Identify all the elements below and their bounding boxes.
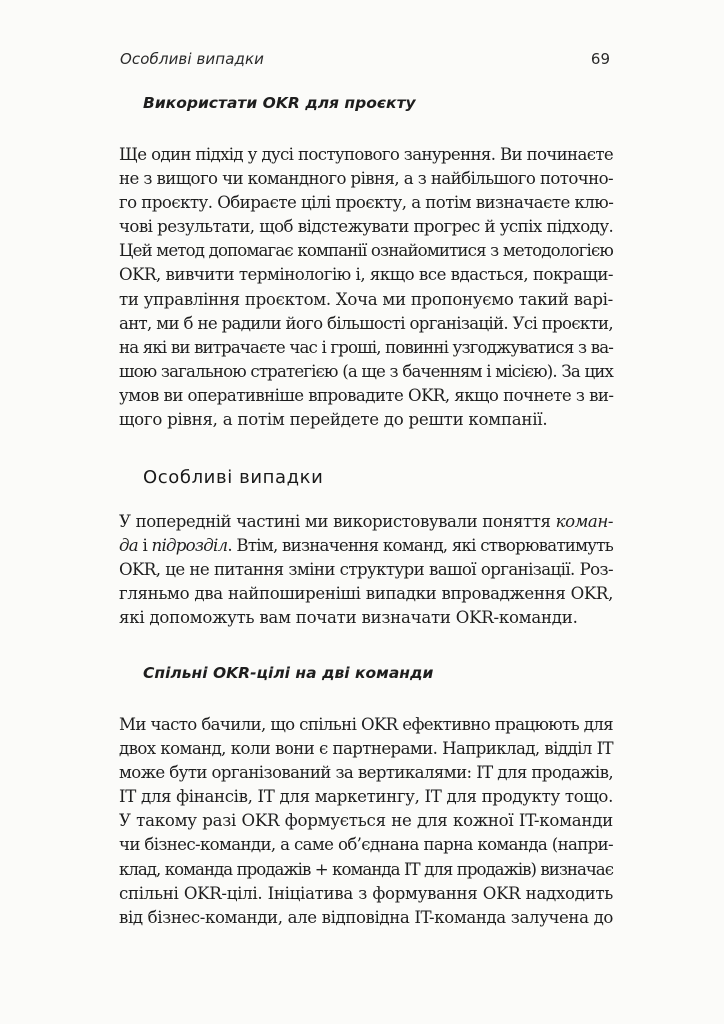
shared-okr-subheading: Спільні OKR-цілі на дві команди xyxy=(143,664,434,682)
page-number: 69 xyxy=(590,50,610,68)
paragraph-line: щого рівня, а потім перейдете до решти компанії. xyxy=(119,410,548,430)
paragraph-line: шою загальною стратегією (а ще з баченням і місією). За цих xyxy=(119,361,613,381)
paragraph-line xyxy=(119,534,613,558)
emphasis-team: коман- xyxy=(555,512,613,531)
paragraph-line: ант, ми б не радили його більшості організацій. Усі проєкти, xyxy=(119,313,613,333)
paragraph-line: чові результати, щоб відстежувати прогрес й успіх підходу. xyxy=(119,217,614,237)
text-run: . Втім, визначення команд, які створюватимуть xyxy=(227,536,613,556)
paragraph-line: які допоможуть вам почати визначати OKR-команди. xyxy=(119,608,578,628)
section-heading: Особливі випадки xyxy=(143,467,324,488)
shared-okr-paragraph xyxy=(119,713,613,930)
project-subheading: Використати OKR для проєкту xyxy=(143,94,416,112)
text-run: У попередній частині ми використовували поняття xyxy=(119,512,556,531)
paragraph-line: IT для фінансів, IT для маркетингу, IT для продукту тощо. xyxy=(119,787,613,807)
paragraph-line: на які ви витрачаєте час і гроші, повинні узгоджуватися з ва- xyxy=(119,337,613,357)
paragraph-line: клад, команда продажів + команда IT для продажів) визначає xyxy=(119,859,613,879)
emphasis-team-end: да xyxy=(119,536,138,556)
paragraph-line: чи бізнес-команди, а саме об’єднана парна команда (напри- xyxy=(119,835,613,855)
paragraph-line: Ми часто бачили, що спільні OKR ефективно працюють для xyxy=(119,715,613,734)
paragraph-line: двох команд, коли вони є партнерами. Наприклад, відділ IT xyxy=(119,739,613,759)
running-header-title: Особливі випадки xyxy=(120,50,264,68)
project-paragraph xyxy=(119,143,613,432)
paragraph-line xyxy=(119,510,613,534)
paragraph-line: го проєкту. Обираєте цілі проєкту, а потім визначаєте клю- xyxy=(119,193,614,213)
paragraph-line: спільні OKR-цілі. Ініціатива з формування OKR надходить xyxy=(119,883,613,903)
paragraph-line: умов ви оперативніше впровадите OKR, якщо почнете з ви- xyxy=(119,385,614,405)
paragraph-line: OKR, вивчити термінологію і, якщо все вдасться, покращи- xyxy=(119,265,613,285)
paragraph-line: не з вищого чи командного рівня, а з найбільшого поточно- xyxy=(119,169,613,189)
paragraph-line: OKR, це не питання зміни структури вашої організації. Роз- xyxy=(119,560,613,580)
text-run: і xyxy=(137,536,152,556)
emphasis-division: підрозділ xyxy=(151,536,228,556)
paragraph-line: Ще один підхід у дусі поступового занурення. Ви починаєте xyxy=(119,145,614,164)
paragraph-line: У такому разі OKR формується не для кожної IT-команди xyxy=(119,811,613,831)
paragraph-line: ти управління проєктом. Хоча ми пропонуємо такий варі- xyxy=(119,289,613,309)
paragraph-line: Цей метод допомагає компанії ознайомитися з методологією xyxy=(119,241,613,261)
paragraph-line: може бути організований за вертикалями: IT для продажів, xyxy=(119,763,613,783)
special-cases-paragraph xyxy=(119,510,613,630)
paragraph-line: від бізнес-команди, але відповідна IT-команда залучена до xyxy=(119,907,613,927)
paragraph-line: гляньмо два найпоширеніші випадки впровадження OKR, xyxy=(119,584,613,604)
